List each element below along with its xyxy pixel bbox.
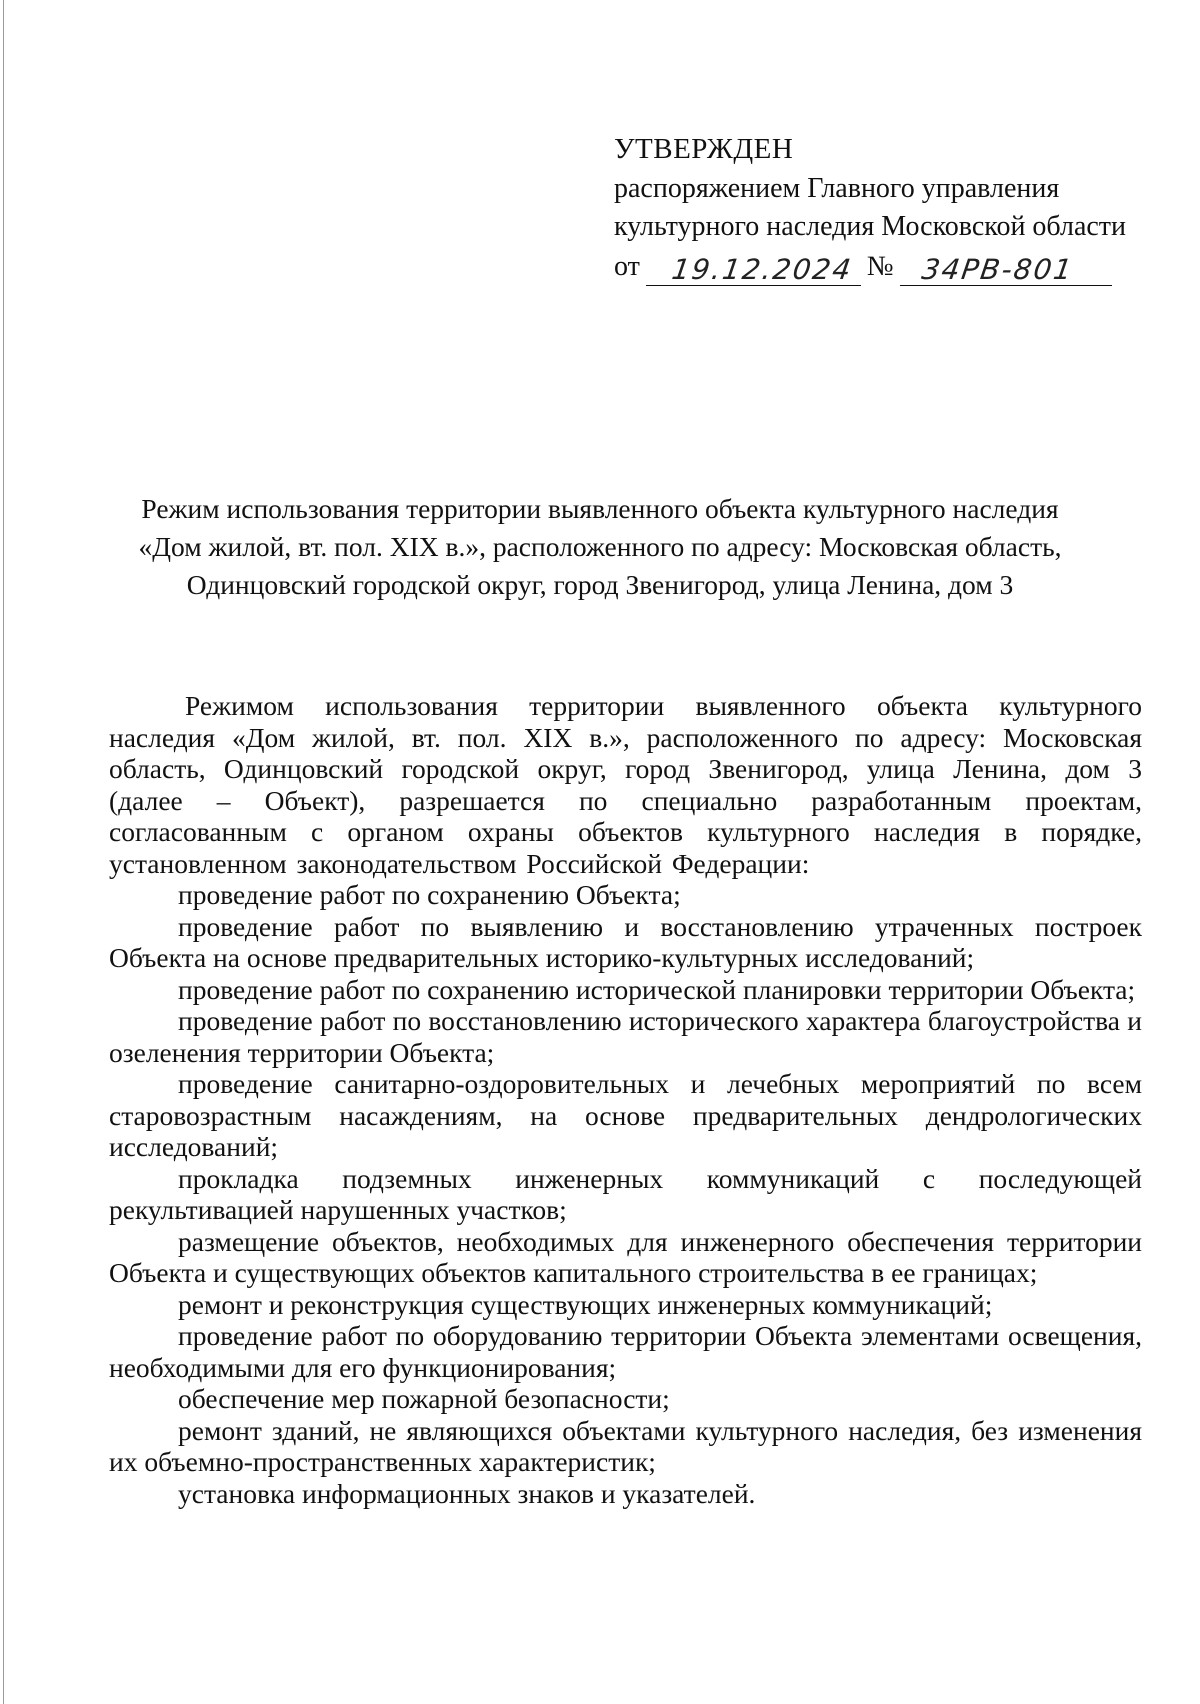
number-label: № xyxy=(866,251,894,282)
heading-line-2: «Дом жилой, вт. пол. XIX в.», расположенного по адресу: Московская область, xyxy=(138,531,1062,562)
list-item-9: проведение работ по оборудованию территории Объекта элементами освещения, необходимыми для его функционирования; xyxy=(109,1320,1142,1383)
list-item-1: проведение работ по сохранению Объекта; xyxy=(178,879,681,910)
list-item-8: ремонт и реконструкция существующих инженерных коммуникаций; xyxy=(178,1288,993,1320)
list-item-10: обеспечение мер пожарной безопасности; xyxy=(178,1383,670,1414)
handwritten-number: 34РВ-801 xyxy=(919,253,1076,286)
list-item-7: размещение объектов, необходимых для инженерного обеспечения территории Объекта и существующих объектов капитального строительства в ее границах; xyxy=(109,1225,1142,1288)
number-field xyxy=(900,255,1112,286)
approval-line-1: распоряжением Главного управления xyxy=(614,173,1060,204)
document-heading xyxy=(100,490,1100,604)
approval-block xyxy=(614,130,1174,286)
list-item-5: проведение санитарно-оздоровительных и лечебных мероприятий по всем старовозрастным насаждениям, на основе предварительных дендрологических исследований; xyxy=(109,1068,1142,1162)
approval-title: УТВЕРЖДЕН xyxy=(614,133,794,165)
list-item-2: проведение работ по выявлению и восстановлению утраченных построек Объекта на основе предварительных историко-культурных исследований; xyxy=(109,910,1142,973)
list-item-4: проведение работ по восстановлению исторического характера благоустройства и озеленения территории Объекта; xyxy=(109,1005,1142,1068)
approval-sign-line xyxy=(614,248,1174,286)
intro-paragraph: Режимом использования территории выявленного объекта культурного наследия «Дом жилой, вт. пол. XIX в.», расположенного по адресу: Московская область, Одинцовский городской округ, город Звенигород, улица Ленина, дом 3 (далее – Объект), разрешается по специально разработанным проектам, согласованным с органом охраны объектов культурного наследия в порядке, установленном законодательством Российской Федерации: xyxy=(109,690,1142,879)
handwritten-date: 19.12.2024 xyxy=(669,253,855,286)
list-item-6: прокладка подземных инженерных коммуникаций с последующей рекультивацией нарушенных участков; xyxy=(109,1162,1142,1225)
list-item-3: проведение работ по сохранению исторической планировки территории Объекта; xyxy=(178,973,1136,1005)
approval-line-2: культурного наследия Московской области xyxy=(614,211,1127,242)
document-body xyxy=(109,690,1142,1509)
heading-line-1: Режим использования территории выявленного объекта культурного наследия xyxy=(141,493,1059,524)
scan-edge-line xyxy=(3,0,4,1704)
heading-line-3: Одинцовский городской округ, город Звенигород, улица Ленина, дом 3 xyxy=(186,569,1014,600)
date-field xyxy=(646,255,861,286)
list-item-12: установка информационных знаков и указателей. xyxy=(178,1477,756,1509)
from-label: от xyxy=(614,251,640,282)
list-item-11: ремонт зданий, не являющихся объектами культурного наследия, без изменения их объемно-пространственных характеристик; xyxy=(109,1414,1142,1477)
